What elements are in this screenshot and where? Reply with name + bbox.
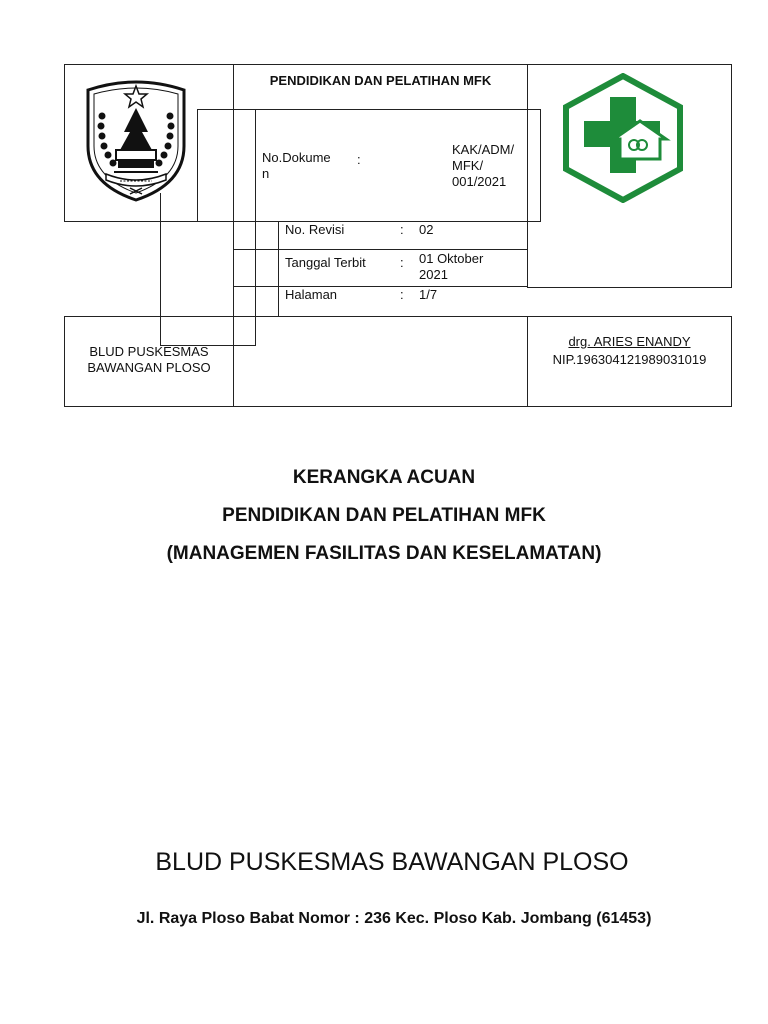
regency-coat-of-arms-icon <box>80 76 192 202</box>
no-dokumen-value: KAK/ADM/ MFK/ 001/2021 <box>452 142 515 189</box>
main-title-line1: KERANGKA ACUAN <box>292 467 476 488</box>
tanggal-terbit-value: 01 Oktober 2021 <box>419 251 484 282</box>
no-dokumen-label: No.Dokume n <box>262 150 331 181</box>
puskesmas-green-cross-icon <box>562 73 684 203</box>
main-title-line2: PENDIDIKAN DAN PELATIHAN MFK <box>222 505 546 526</box>
middle-cell <box>233 316 528 407</box>
tanggal-terbit-colon: : <box>400 255 404 270</box>
signer-name: drg. ARIES ENANDY <box>568 334 691 349</box>
main-title-line3: (MANAGEMEN FASILITAS DAN KESELAMATAN) <box>166 543 602 564</box>
footer-address: Jl. Raya Ploso Babat Nomor : 236 Kec. Ploso Kab. Jombang (61453) <box>136 910 652 927</box>
halaman-value: 1/7 <box>419 287 438 302</box>
no-dokumen-colon: : <box>357 152 361 167</box>
no-revisi-colon: : <box>400 222 404 237</box>
signer-nip: NIP.196304121989031019 <box>552 352 707 367</box>
no-revisi-value: 02 <box>419 222 434 237</box>
footer-org-name: BLUD PUSKESMAS BAWANGAN PLOSO <box>155 848 629 876</box>
doc-title: PENDIDIKAN DAN PELATIHAN MFK <box>269 73 492 88</box>
halaman-colon: : <box>400 287 404 302</box>
tanggal-terbit-label: Tanggal Terbit <box>285 255 366 270</box>
no-revisi-label: No. Revisi <box>285 222 345 237</box>
halaman-label: Halaman <box>285 287 338 302</box>
institution-name: BLUD PUSKESMAS BAWANGAN PLOSO <box>87 344 211 375</box>
